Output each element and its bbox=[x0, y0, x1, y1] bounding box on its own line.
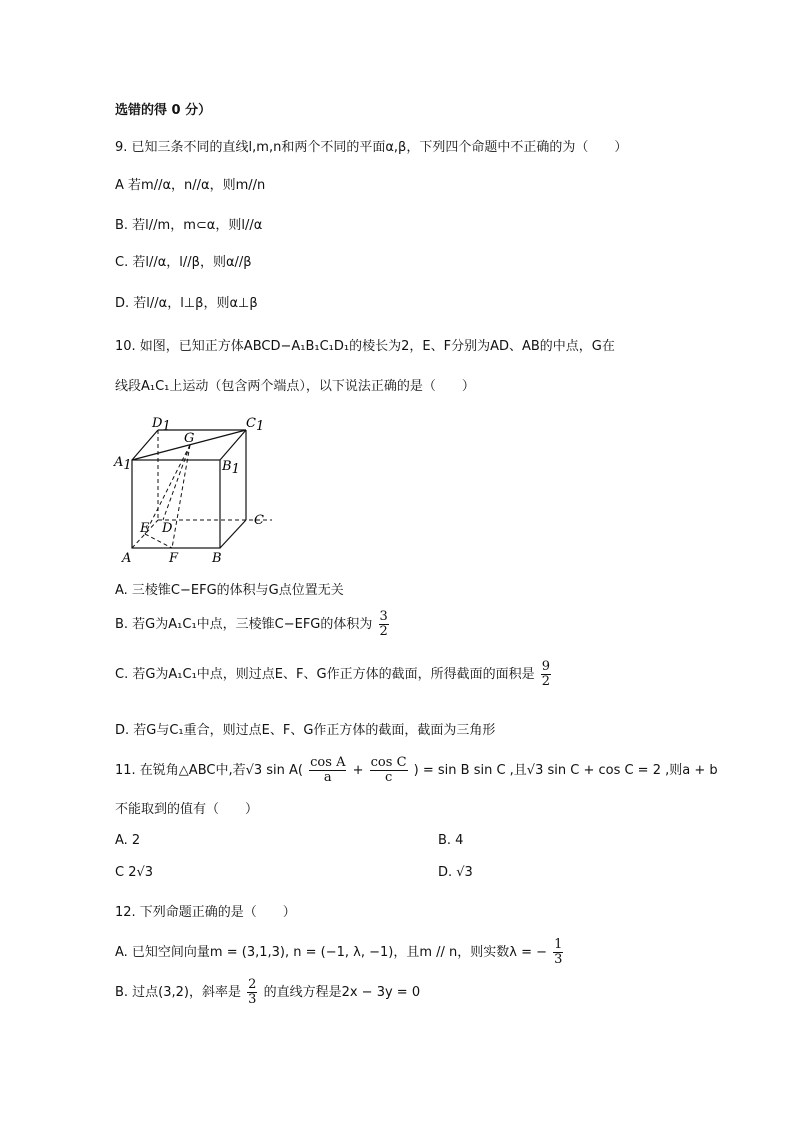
fraction-denominator: 2 bbox=[379, 624, 388, 639]
label-D: D bbox=[162, 521, 173, 536]
label-A1: A1 bbox=[114, 455, 132, 473]
fraction-denominator: 3 bbox=[554, 952, 563, 967]
q10-option-c bbox=[115, 660, 553, 689]
line-E-F bbox=[145, 534, 172, 548]
label-G: G bbox=[184, 431, 195, 446]
q12-option-b-text: B. 过点(3,2)，斜率是 bbox=[115, 985, 242, 1000]
label-A: A bbox=[122, 551, 132, 566]
plus-sign: + bbox=[352, 763, 364, 778]
fraction-numerator: cos A bbox=[310, 755, 346, 770]
fraction-1-3 bbox=[553, 938, 563, 967]
q10-option-b-text: B. 若G为A₁C₁中点，三棱锥C−EFG的体积为 bbox=[115, 617, 373, 632]
fraction-9-2 bbox=[541, 660, 551, 689]
section-header: 选错的得 0 分） bbox=[115, 103, 212, 118]
line-G-D bbox=[163, 445, 190, 520]
q10-option-d: D. 若G与C₁重合，则过点E、F、G作正方体的截面，截面为三角形 bbox=[115, 723, 496, 738]
q11-stem-line1 bbox=[115, 756, 718, 785]
fraction-denominator: 3 bbox=[248, 992, 257, 1007]
fraction-cosA-a bbox=[309, 756, 346, 785]
q11-option-d: D. √3 bbox=[438, 865, 473, 880]
fraction-numerator: cos C bbox=[370, 755, 407, 770]
q12-option-a-text: A. 已知空间向量m = (3,1,3), n = (−1, λ, −1)，且m // n，则实数λ = − bbox=[115, 945, 547, 960]
q12-option-a bbox=[115, 938, 565, 967]
q10-option-a: A. 三棱锥C−EFG的体积与G点位置无关 bbox=[115, 583, 344, 598]
q9-option-a: A 若m//α，n//α，则m//n bbox=[115, 178, 266, 193]
q10-option-b bbox=[115, 610, 391, 639]
fraction-3-2 bbox=[379, 610, 389, 639]
q12-option-b-tail: 的直线方程是2x − 3y = 0 bbox=[263, 985, 421, 1000]
fraction-cosC-c bbox=[370, 756, 408, 785]
q12-stem: 12. 下列命题正确的是（ ） bbox=[115, 905, 296, 920]
fraction-numerator: 2 bbox=[248, 977, 257, 992]
q11-option-b: B. 4 bbox=[438, 833, 464, 848]
edge-B1-C1 bbox=[220, 430, 246, 460]
label-B1: B1 bbox=[222, 459, 240, 477]
cube-figure bbox=[112, 412, 282, 568]
q11-stem-part-a: 11. 在锐角△ABC中,若√3 sin A( bbox=[115, 763, 304, 778]
q9-option-d: D. 若l//α，l⊥β，则α⊥β bbox=[115, 296, 258, 311]
fraction-denominator: 2 bbox=[541, 674, 550, 689]
label-B: B bbox=[212, 551, 222, 566]
label-F: F bbox=[169, 551, 179, 566]
cube-diagram bbox=[112, 412, 282, 568]
q10-option-c-text: C. 若G为A₁C₁中点，则过点E、F、G作正方体的截面，所得截面的面积是 bbox=[115, 667, 535, 682]
q9-stem: 9. 已知三条不同的直线l,m,n和两个不同的平面α,β，下列四个命题中不正确的为（ ） bbox=[115, 140, 628, 155]
fraction-denominator: a bbox=[323, 770, 332, 785]
q10-stem-line2: 线段A₁C₁上运动（包含两个端点），以下说法正确的是（ ） bbox=[115, 379, 475, 394]
fraction-numerator: 9 bbox=[541, 659, 550, 674]
edge-A1-D1 bbox=[132, 430, 158, 460]
q9-option-b: B. 若l//m，m⊂α，则l//α bbox=[115, 218, 263, 233]
q11-stem-line2: 不能取到的值有（ ） bbox=[115, 802, 259, 817]
fraction-numerator: 1 bbox=[554, 937, 563, 952]
q11-option-c: C 2√3 bbox=[115, 865, 154, 880]
label-E: E bbox=[140, 521, 150, 536]
q9-option-c: C. 若l//α，l//β，则α//β bbox=[115, 255, 252, 270]
fraction-numerator: 3 bbox=[379, 609, 388, 624]
label-C1: C1 bbox=[246, 416, 265, 434]
label-C: C bbox=[254, 513, 264, 528]
q10-stem-line1: 10. 如图，已知正方体ABCD−A₁B₁C₁D₁的棱长为2，E、F分别为AD、AB的中点，G在 bbox=[115, 339, 615, 354]
fraction-denominator: c bbox=[384, 770, 393, 785]
q11-option-a: A. 2 bbox=[115, 833, 141, 848]
label-D1: D1 bbox=[152, 416, 171, 434]
edge-B-C bbox=[220, 520, 246, 548]
q11-stem-part-b: ) = sin B sin C ,且√3 sin C + cos C = 2 ,则a + b bbox=[413, 763, 718, 778]
q12-option-b bbox=[115, 978, 420, 1007]
fraction-2-3 bbox=[247, 978, 257, 1007]
